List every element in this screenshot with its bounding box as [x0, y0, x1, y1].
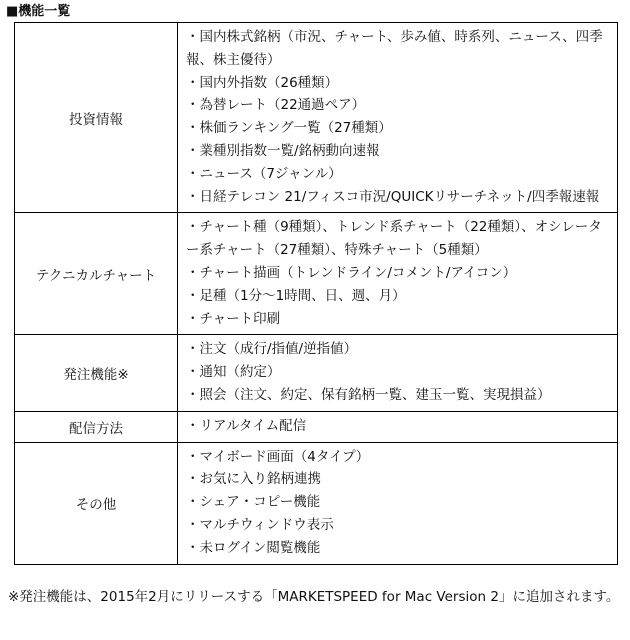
list-item: ・チャート印刷	[186, 310, 281, 327]
category-cell: 投資情報	[15, 23, 178, 213]
table-row	[15, 411, 618, 442]
table-row	[15, 335, 618, 411]
list-item: ・リアルタイム配信	[186, 417, 307, 434]
list-item: ・チャート種（9種類）、トレンド系チャート（22種類）、オシレーター系チャート（27種類）、特殊チャート（5種類）	[186, 219, 602, 259]
list-item: ・照会（注文、約定、保有銘柄一覧、建玉一覧、実現損益）	[186, 386, 551, 403]
list-item: ・株価ランキング一覧（27種類）	[186, 120, 392, 137]
table-row	[15, 442, 618, 564]
items-cell	[178, 411, 618, 442]
list-item: ・シェア・コピー機能	[186, 494, 321, 511]
category-cell: テクニカルチャート	[15, 213, 178, 335]
list-item: ・通知（約定）	[186, 364, 281, 381]
list-item: ・チャート描画（トレンドライン/コメント/アイコン）	[186, 264, 517, 281]
items-cell	[178, 213, 618, 335]
list-item: ・業種別指数一覧/銘柄動向速報	[186, 142, 380, 159]
table-row	[15, 213, 618, 335]
category-cell: その他	[15, 442, 178, 564]
list-item: ・ニュース（7ジャンル）	[186, 165, 342, 182]
feature-table	[14, 22, 618, 565]
list-item: ・マイボード画面（4タイプ）	[186, 448, 370, 465]
list-item: ・注文（成行/指値/逆指値）	[186, 341, 358, 358]
list-item: ・マルチウィンドウ表示	[186, 516, 334, 533]
category-cell: 発注機能※	[15, 335, 178, 411]
list-item: ・未ログイン閲覧機能	[186, 539, 321, 556]
items-cell	[178, 23, 618, 213]
list-item: ・国内株式銘柄（市況、チャート、歩み値、時系列、ニュース、四季報、株主優待）	[186, 29, 603, 68]
list-item: ・お気に入り銘柄連携	[186, 471, 321, 488]
list-item: ・国内外指数（26種類）	[186, 74, 339, 91]
footnote: ※発注機能は、2015年2月にリリースする「MARKETSPEED for Mac Version 2」に追加されます。	[8, 589, 620, 605]
table-row	[15, 23, 618, 213]
list-item: ・為替レート（22通過ペア）	[186, 97, 366, 114]
page-heading: ■機能一覧	[6, 4, 71, 19]
list-item: ・日経テレコン 21/フィスコ市況/QUICKリサーチネット/四季報速報	[186, 188, 600, 205]
items-cell	[178, 335, 618, 411]
items-cell	[178, 442, 618, 564]
list-item: ・足種（1分～1時間、日、週、月）	[186, 287, 406, 304]
category-cell: 配信方法	[15, 411, 178, 442]
